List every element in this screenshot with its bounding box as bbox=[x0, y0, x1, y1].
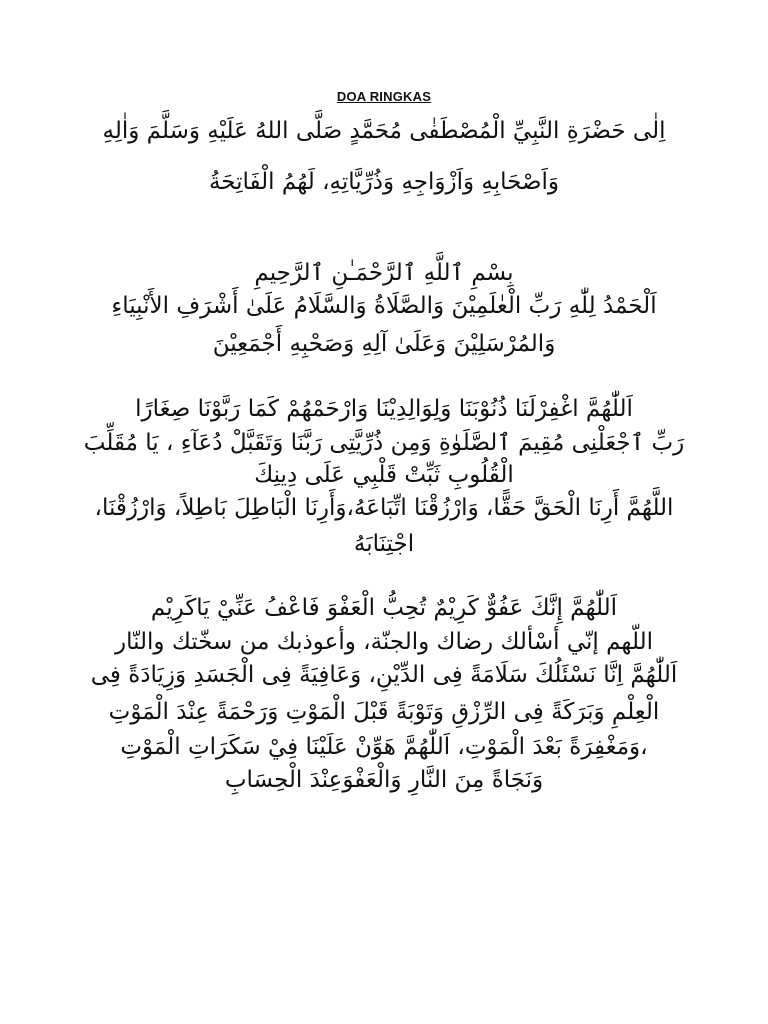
closing-line-2: اللّهم إنّي أسْألك رضاك والجنّة، وأعوذبك من سخّتك والنّار bbox=[114, 629, 654, 655]
closing-line-3: اَللّٰهُمَّ اِنَّا نَسْئَلُكَ سَلَامَةً فِى الدِّيْنِ، وَعَافِيَةً فِى الْجَسَدِ وَزِيَادَةً فِى bbox=[90, 662, 678, 688]
praise-line-2: وَالمُرْسَلِيْنَ وَعَلَىٰ آلِهِ وَصَحْبِهِ أَجْمَعِيْنَ bbox=[212, 331, 556, 357]
praise-line-1: اَلْحَمْدُ لِلّٰهِ رَبِّ الْعٰلَمِيْنَ وَالصَّلَاةُ وَالسَّلَامُ عَلَىٰ أَشْرَفِ الأَنْبِيَاءِ bbox=[111, 293, 657, 319]
closing-line-6: وَنَجَاةً مِنَ النَّارِ وَالْعَفْوَعِنْدَ الْحِسَابِ bbox=[224, 767, 544, 793]
dedication-line-1: اِلٰى حَضْرَةِ النَّبِيِّ الْمُصْطَفٰى مُحَمَّدٍ صَلَّى اللهُ عَلَيْهِ وَسَلَّمَ وَاٰلِهِ bbox=[102, 118, 666, 144]
supplication-line-3: الْقُلُوبِ ثَبِّتْ قَلْبِي عَلَى دِينِكَ bbox=[254, 462, 514, 488]
dedication-line-2: وَاَصْحَابِهِ وَاَزْوَاجِهِ وَذُرِّيَّاتِهِ، لَهُمُ الْفَاتِحَةُ bbox=[208, 169, 560, 195]
document-title: DOA RINGKAS bbox=[336, 89, 432, 104]
supplication-line-5: اجْتِنَابَهُ bbox=[353, 531, 415, 557]
closing-line-5: ،وَمَغْفِرَةً بَعْدَ الْمَوْتِ، اَللّٰهُمَّ هَوِّنْ عَلَيْنَا فِيْ سَكَرَاتِ الْمَوْتِ bbox=[120, 734, 648, 760]
closing-line-1: اَللّٰهُمَّ إِنَّكَ عَفُوٌّ كَرِيْمٌ تُحِبُّ الْعَفْوَ فَاعْفُ عَنِّيْ يَاكَرِيْم bbox=[150, 595, 618, 621]
supplication-line-4: اللَّهُمَّ أَرِنَا الْحَقَّ حَقًّا، وَارْزُقْنَا اتِّبَاعَهُ،وَأَرِنَا الْبَاطِلَ بَاطِلاً، وَارْزُقْنَا، bbox=[94, 495, 674, 521]
supplication-line-2: رَبِّ ٱجْعَلْنِى مُقِيمَ ٱلصَّلَوٰةِ وَمِن ذُرِّيَّتِى رَبَّنَا وَتَقَبَّلْ دُعَآءِ ، يَا مُقَلِّبَ bbox=[83, 430, 685, 456]
supplication-line-1: اَللّٰهُمَّ اغْفِرْلَنَا ذُنُوْبَنَا وَلِوَالِدِيْنَا وَارْحَمْهُمْ كَمَا رَبَّوْنَا صِغَارًا bbox=[135, 396, 633, 422]
basmala-line: بِسْمِ ٱللَّهِ ٱلرَّحْمَـٰنِ ٱلرَّحِيمِ bbox=[254, 260, 514, 286]
closing-line-4: الْعِلْمِ وَبَرَكَةً فِى الرِّزْقِ وَتَوْبَةً قَبْلَ الْمَوْتِ وَرَحْمَةً عِنْدَ الْمَوْتِ bbox=[108, 699, 660, 725]
